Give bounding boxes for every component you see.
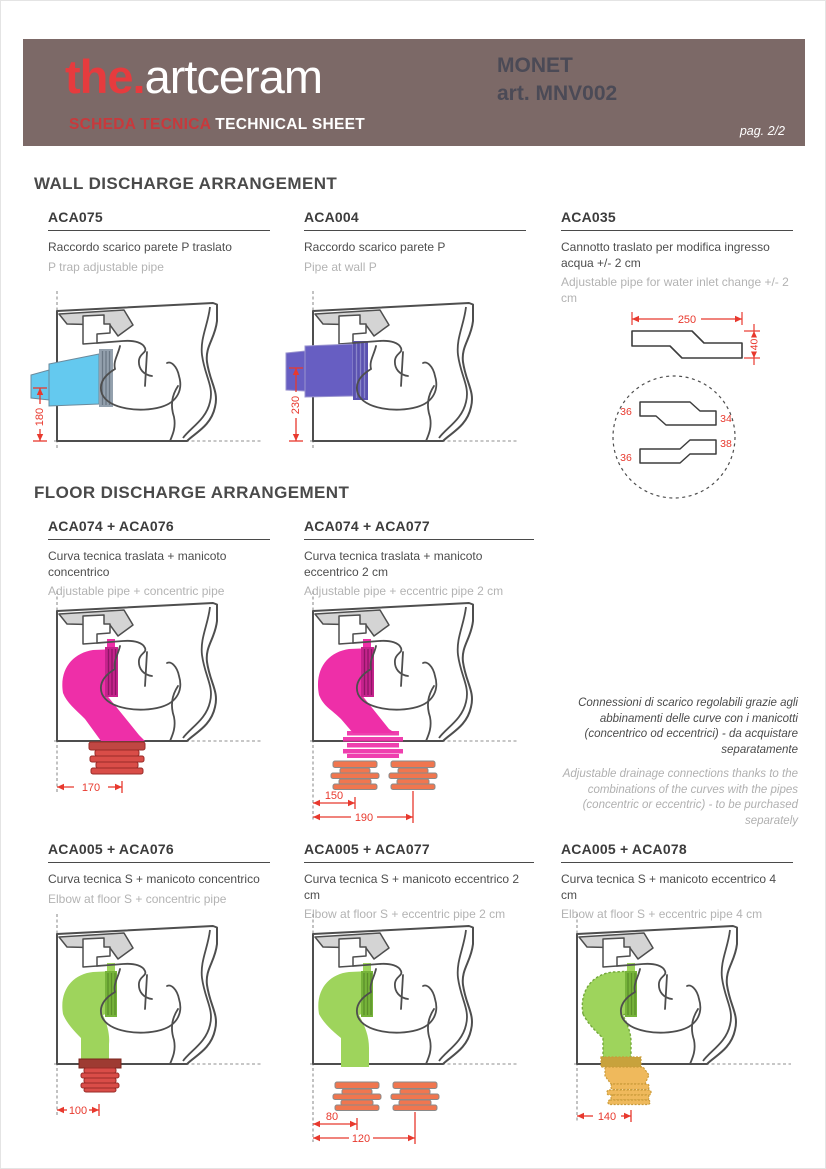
card-desc-it: Raccordo scarico parete P [304,240,446,254]
dimension-label: 140 [597,1111,617,1123]
product-block [497,52,617,109]
note-block [536,696,798,829]
divider [304,539,534,540]
card-desc-en: Adjustable pipe + concentric pipe [48,584,225,599]
divider [48,539,270,540]
card-code: ACA074 + ACA076 [48,518,174,534]
offset-pipe-variant-a [640,402,716,425]
dimension-label: 150 [324,790,344,802]
diagram-aca074-076 [26,591,268,819]
card-desc-it: Curva tecnica traslata + manicoto eccentrico 2 cm [304,549,483,579]
diagram-aca005-077 [282,914,524,1152]
card-code: ACA005 + ACA077 [304,841,430,857]
card-code: ACA074 + ACA077 [304,518,430,534]
card-aca004 [304,209,526,275]
divider [561,862,793,863]
card-desc-en: Elbow at floor S + concentric pipe [48,891,227,906]
dimension-label: 100 [68,1105,88,1117]
page-number: pag. 2/2 [739,124,785,138]
header-banner [23,39,805,146]
diagram-aca035 [594,299,806,511]
card-aca005-078 [561,841,793,923]
dimension-label: 180 [34,407,46,427]
dimension-100 [57,1104,99,1117]
dimension-label: 34 [720,413,732,425]
card-desc-en: Pipe at wall P [304,259,377,274]
brand-logo [65,49,322,104]
card-desc-it: Curva tecnica S + manicoto eccentrico 4 cm [561,872,777,902]
diagram-aca075 [26,291,268,459]
card-desc-it: Raccordo scarico parete P traslato [48,240,232,254]
diagram-aca004 [282,291,524,459]
dimension-140 [577,1110,631,1123]
diagram-aca005-078 [546,914,798,1140]
fitting-eccentric-left [333,1082,381,1111]
dimension-label: 80 [325,1111,339,1123]
sheet-subtitle [69,116,365,134]
card-aca035 [561,209,793,306]
dimension-80 [313,1111,357,1130]
note-english: Adjustable drainage connections thanks to the combinations of the curves with the pipes (concentric or eccentric) - to be purchased separately [562,768,798,827]
fitting-concentric [79,1059,121,1092]
offset-pipe [632,331,742,358]
card-aca074-077 [304,518,534,600]
card-code: ACA035 [561,209,616,225]
dimension-label: 40 [748,338,761,351]
card-aca005-076 [48,841,270,907]
card-code: ACA005 + ACA076 [48,841,174,857]
dimension-40 [744,324,761,365]
card-desc-en: Adjustable pipe for water inlet change +/- 2 cm [561,275,789,305]
dimension-250 [632,312,742,326]
card-code: ACA004 [304,209,359,225]
card-desc-en: Adjustable pipe + eccentric pipe 2 cm [304,584,504,599]
card-desc-it: Curva tecnica traslata + manicoto concentrico [48,549,227,579]
dimension-label: 170 [81,782,101,794]
subtitle-italian: SCHEDA TECNICA [69,116,211,133]
fitting-eccentric-right [391,1082,439,1111]
article-number: art. MNV002 [497,82,618,106]
dimension-150 [313,790,355,809]
dimension-170 [57,781,122,794]
pipe-purple [286,341,368,400]
subtitle-english: TECHNICAL SHEET [210,116,366,133]
card-desc-it: Cannotto traslato per modifica ingresso acqua +/- 2 cm [561,240,770,270]
card-desc-it: Curva tecnica S + manicoto eccentrico 2 cm [304,872,520,902]
card-aca005-077 [304,841,534,923]
section-title-wall: WALL DISCHARGE ARRANGEMENT [34,174,338,193]
dimension-label: 250 [677,314,697,326]
dimension-label: 230 [290,395,302,415]
divider [48,230,270,231]
card-desc-en: Elbow at floor S + eccentric pipe 4 cm [561,907,763,922]
logo-the: the. [65,50,145,103]
fitting-eccentric-left [331,761,379,790]
note-italian: Connessioni di scarico regolabili grazie agli abbinamenti delle curve con i manicotti (concentrico od eccentrici) - da acquistare separatamente [578,697,798,756]
divider [48,862,270,863]
card-code: ACA075 [48,209,103,225]
dimension-label: 36 [620,406,632,418]
divider [304,862,534,863]
card-code: ACA005 + ACA078 [561,841,687,857]
fitting-concentric [89,742,145,774]
dimension-label: 36 [620,452,632,464]
dimension-label: 120 [351,1133,371,1145]
diagram-aca005-076 [26,914,268,1136]
detail-circle [613,376,735,498]
dimension-label: 38 [720,438,732,450]
section-title-floor: FLOOR DISCHARGE ARRANGEMENT [34,483,350,502]
product-name: MONET [497,54,573,77]
diagram-aca074-077 [282,591,524,834]
card-aca074-076 [48,518,270,600]
card-desc-en: P trap adjustable pipe [48,259,164,274]
fitting-eccentric-right [389,761,437,790]
logo-artceram: artceram [144,50,322,103]
divider [561,230,793,231]
divider [304,230,526,231]
offset-pipe-variant-b [640,440,716,463]
dimension-label: 190 [354,812,374,824]
card-desc-it: Curva tecnica S + manicoto concentrico [48,872,260,886]
card-desc-en: Elbow at floor S + eccentric pipe 2 cm [304,907,506,922]
card-aca075 [48,209,270,275]
